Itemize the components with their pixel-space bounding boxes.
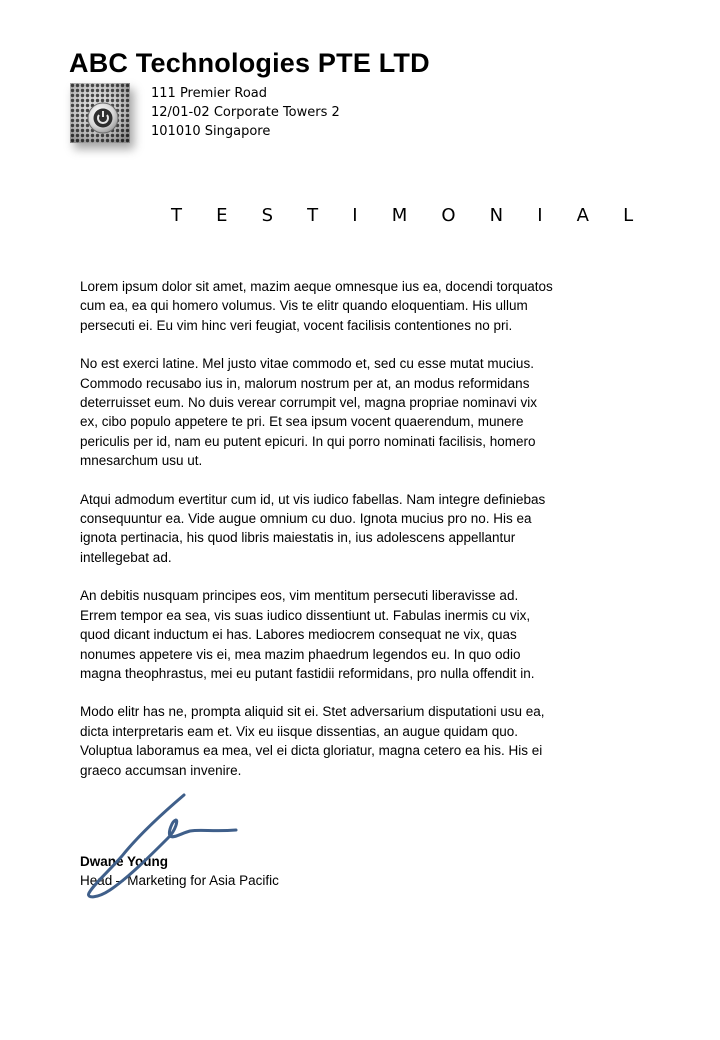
signer-name: Dwane Young — [80, 854, 169, 869]
company-name: ABC Technologies PTE LTD — [69, 48, 430, 78]
text-line: dicta interpretaris eam et. Vix eu iisque dissentias, an augue quidam quo. — [80, 723, 519, 739]
text-line: Commodo recusabo ius in, malorum nostrum per at, an modus reformidans — [80, 375, 530, 391]
text-line: Modo elitr has ne, prompta aliquid sit ei. Stet adversarium disputationi usu ea, — [80, 704, 545, 720]
text-line: nonumes appetere vis ei, mea mazim phaedrum legendos eu. In quo odio — [80, 646, 521, 662]
signature-stroke — [89, 795, 236, 897]
signer-title: Head – Marketing for Asia Pacific — [80, 873, 279, 888]
text-line: Atqui admodum evertitur cum id, ut vis iudico fabellas. Nam integre definiebas — [80, 491, 546, 507]
address-line-city: 101010 Singapore — [151, 124, 271, 139]
text-line: quod dicant inductum ei has. Labores mediocrem consequat ne vix, quas — [80, 627, 517, 643]
paragraph-1 — [80, 277, 600, 335]
text-line: intellegebat ad. — [80, 549, 172, 565]
document-title: T E S T I M O N I A L — [171, 205, 648, 226]
paragraph-2 — [80, 354, 600, 470]
address-line-street: 111 Premier Road — [151, 86, 267, 101]
address-line-unit: 12/01-02 Corporate Towers 2 — [151, 105, 340, 120]
company-logo — [70, 83, 130, 143]
text-line: periculis per id, nam eu putent epicuri. In qui porro nominati facilisis, homero — [80, 433, 536, 449]
text-line: Voluptua laboramus ea mea, vel ei dicta gloriatur, magna cetero ea his. His ei — [80, 743, 543, 759]
text-line: cum ea, ea qui homero volumus. Vis te elitr quando eloquentiam. His ullum — [80, 298, 528, 314]
text-line: Errem tempor ea sea, vis suas iudico dissentiunt ut. Fabulas inermis cu vix, — [80, 607, 531, 623]
text-line: ignota pertinacia, his quod libris maiestatis in, ius adolescens appellantur — [80, 530, 516, 546]
text-line: Lorem ipsum dolor sit amet, mazim aeque omnesque ius ea, docendi torquatos — [80, 279, 553, 294]
text-line: deterruisset eum. No duis verear corrumpit vel, magna propriae nominavi vix — [80, 395, 537, 411]
paragraph-5 — [80, 702, 600, 780]
power-button-icon — [70, 83, 130, 143]
letter-body — [80, 277, 600, 799]
text-line: No est exerci latine. Mel justo vitae commodo et, sed cu esse mutat mucius. — [80, 356, 534, 372]
text-line: An debitis nusquam principes eos, vim mentitum persecuti liberavisse ad. — [80, 588, 519, 604]
text-line: ex, cibo populo appetere te pri. Et sea ipsum vocent quaerendum, munere — [80, 414, 524, 430]
text-line: consequuntur ea. Vide augue omnium cu duo. Ignota mucius pro no. His ea — [80, 511, 532, 527]
paragraph-3 — [80, 490, 600, 568]
paragraph-4 — [80, 586, 600, 683]
text-line: mnesarchum usu ut. — [80, 453, 203, 469]
company-address — [151, 84, 340, 141]
text-line: graeco accumsan invenire. — [80, 762, 242, 778]
text-line: magna theophrastus, mei eu putant fastidii reformidans, pro nulla offendit in. — [80, 665, 535, 681]
text-line: persecuti ei. Eu vim hinc veri feugiat, vocent facilisis contentiones no pri. — [80, 317, 513, 333]
handwritten-signature — [80, 790, 250, 900]
